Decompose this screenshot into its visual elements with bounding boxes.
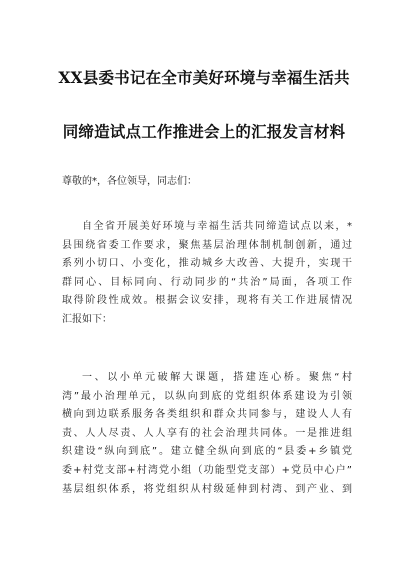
paragraph-line: 群同心、目标同向、行动同步的“共治”局面，各项工作: [62, 276, 352, 288]
paragraph-line: 取得阶段性成效。根据会议安排，现将有关工作进展情况: [62, 295, 352, 307]
paragraph-line: 系列小切口、小变化，推动城乡大改善、大提升，实现干: [62, 258, 352, 270]
document-title-line-1: XX县委书记在全市美好环境与幸福生活共: [58, 68, 350, 87]
paragraph-1: [62, 218, 352, 330]
paragraph-line: 自全省开展美好环境与幸福生活共同缔造试点以来，*: [82, 221, 352, 232]
paragraph-line: 委+村党支部+村湾党小组（功能型党支部）+党员中心户”: [62, 464, 352, 476]
paragraph-line: 织建设“纵向到底”。建立健全纵向到底的“县委+乡镇党: [62, 446, 352, 458]
paragraph-line: 横向到边联系服务各类组织和群众共同参与，建设人人有: [62, 409, 352, 421]
salutation: 尊敬的*，各位领导，同志们：: [62, 176, 197, 187]
paragraph-line: 县围绕省委工作要求，聚焦基层治理体制机制创新，通过: [62, 239, 352, 251]
paragraph-line: 责、人人尽责、人人享有的社会治理共同体。一是推进组: [62, 427, 352, 439]
paragraph-line: 一、以小单元破解大课题，搭建连心桥。聚焦“村: [82, 372, 352, 383]
paragraph-line: 湾”最小治理单元，以纵向到底的党组织体系建设为引领: [62, 390, 352, 402]
paragraph-line: 基层组织体系，将党组织从村级延伸到村湾、到产业、到: [62, 483, 352, 495]
document-title-line-2: 同缔造试点工作推进会上的汇报发言材料: [62, 122, 346, 141]
paragraph-line: 汇报如下：: [62, 313, 112, 325]
paragraph-2: [62, 369, 352, 499]
